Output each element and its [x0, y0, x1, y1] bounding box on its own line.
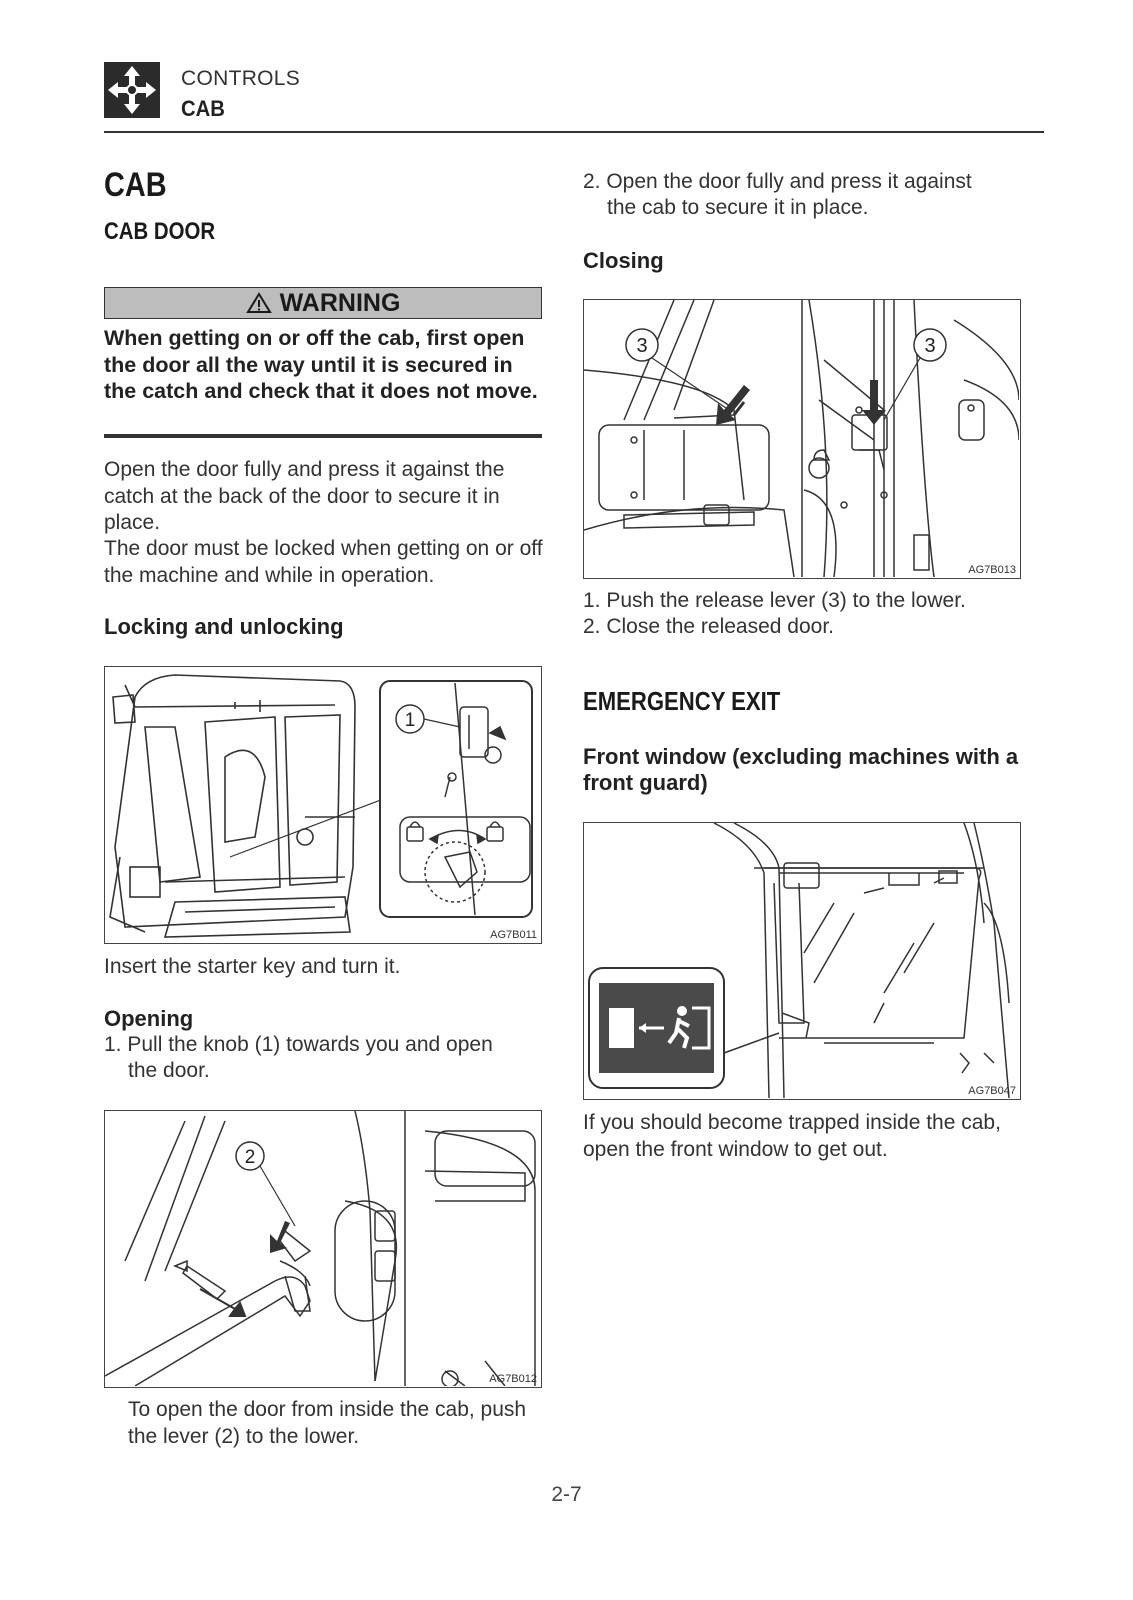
closing-step-1: 1. Push the release lever (3) to the lower. — [583, 589, 966, 612]
figure-code: AG7B047 — [968, 1085, 1016, 1097]
callout-3-right: 3 — [924, 335, 936, 357]
opening-heading: Opening — [104, 1006, 194, 1031]
front-window-heading: Front window (excluding machines with a front guard) — [583, 744, 1019, 795]
locking-heading: Locking and unlocking — [104, 614, 344, 639]
warning-divider — [104, 434, 542, 438]
emergency-text: If you should become trapped inside the cab, open the front window to get out. — [583, 1111, 1001, 1161]
warning-triangle-icon — [246, 292, 272, 314]
figure-code: AG7B012 — [489, 1373, 537, 1385]
callout-1: 1 — [404, 710, 416, 731]
header-divider — [104, 131, 1044, 133]
warning-label: WARNING — [279, 288, 401, 317]
fig2-caption: To open the door from inside the cab, push the lever (2) to the lower. — [128, 1398, 527, 1448]
callout-3-left: 3 — [636, 335, 648, 357]
figure-inside-lever — [104, 1110, 542, 1388]
warning-banner — [104, 287, 542, 319]
controls-icon — [104, 62, 160, 118]
page-number: 2-7 — [551, 1483, 582, 1506]
figure-release-lever — [583, 299, 1021, 579]
door-paragraph: Open the door fully and press it against the catch at the back of the door to secure it in place. — [104, 458, 505, 534]
header-section: CONTROLS — [181, 67, 301, 90]
opening-step-2: 2. Open the door fully and press it against — [583, 170, 972, 193]
opening-step-2-cont: the cab to secure it in place. — [607, 196, 869, 219]
warning-text: When getting on or off the cab, first open the door all the way until it is secured in the catch and check that it does not move. — [104, 326, 538, 403]
header-subsection: CAB — [181, 96, 225, 121]
closing-step-2: 2. Close the released door. — [583, 615, 834, 638]
opening-step-1: 1. Pull the knob (1) towards you and open — [104, 1033, 493, 1056]
closing-heading: Closing — [583, 248, 664, 273]
opening-step-1-cont: the door. — [128, 1059, 210, 1082]
figure-key-lock — [104, 666, 542, 944]
page-title: CAB — [104, 166, 167, 204]
section-title: CAB DOOR — [104, 218, 216, 245]
fig1-caption: Insert the starter key and turn it. — [104, 955, 401, 978]
figure-emergency-window — [583, 822, 1021, 1100]
lock-paragraph: The door must be locked when getting on or off the machine and while in operation. — [104, 537, 543, 587]
callout-2: 2 — [244, 1147, 256, 1168]
emergency-heading: EMERGENCY EXIT — [583, 686, 781, 716]
figure-code: AG7B011 — [490, 929, 537, 941]
figure-code: AG7B013 — [968, 564, 1016, 576]
